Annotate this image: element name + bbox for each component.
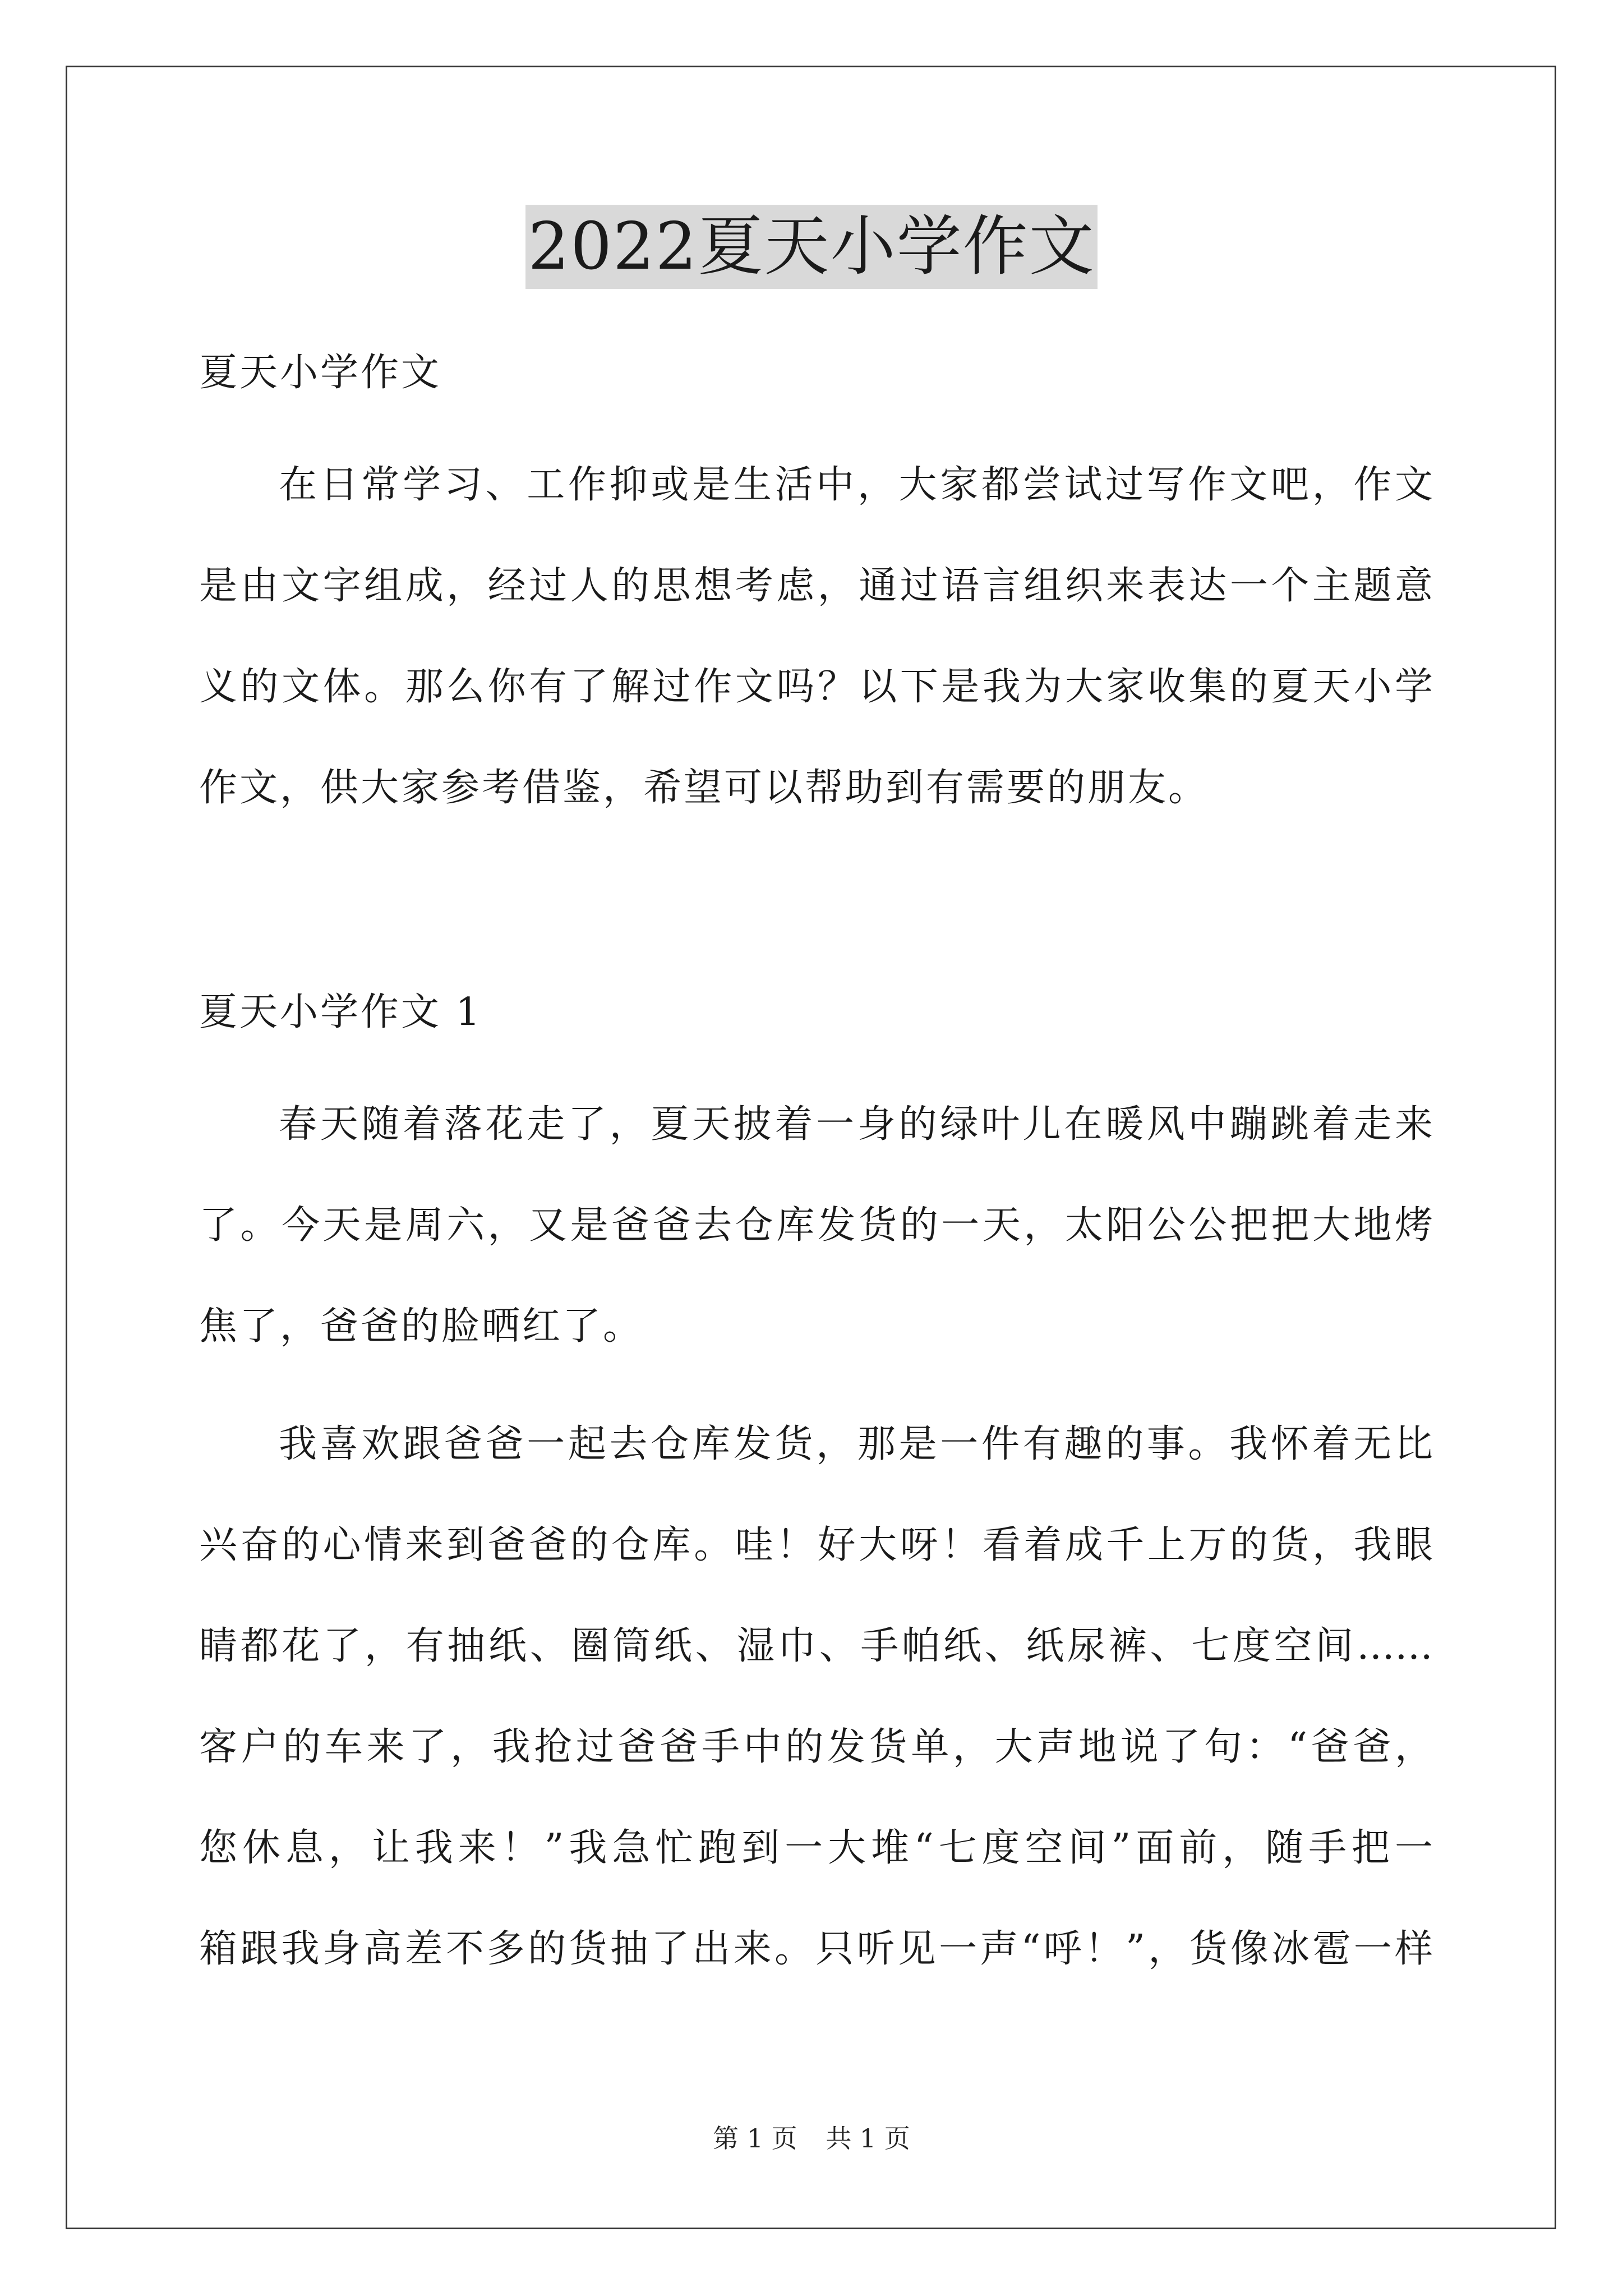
intro-line: 在日常学习、工作抑或是生活中，大家都尝试过写作文吧，作文 xyxy=(279,463,1433,507)
page-total: 共 1 页 xyxy=(826,2123,910,2154)
intro-line: 作文，供大家参考借鉴，希望可以帮助到有需要的朋友。 xyxy=(199,766,1209,810)
essay1-para2-line: 睛都花了，有抽纸、圈筒纸、湿巾、手帕纸、纸尿裤、七度空间…… xyxy=(199,1624,1433,1668)
essay1-para1-line: 焦了，爸爸的脸晒红了。 xyxy=(199,1304,644,1349)
document-title: 2022夏天小学作文 xyxy=(525,205,1097,289)
page-number: 第 1 页 xyxy=(713,2123,797,2154)
page-footer xyxy=(0,2122,1623,2155)
title-container xyxy=(0,205,1623,289)
intro-line: 是由文字组成，经过人的思想考虑，通过语言组织来表达一个主题意 xyxy=(199,564,1433,608)
essay1-para2-line: 箱跟我身高差不多的货抽了出来。只听见一声“呼！”，货像冰雹一样 xyxy=(199,1927,1433,1971)
intro-line: 义的文体。那么你有了解过作文吗？以下是我为大家收集的夏天小学 xyxy=(199,665,1433,709)
essay1-para2-line: 客户的车来了，我抢过爸爸手中的发货单，大声地说了句：“爸爸， xyxy=(199,1725,1433,1769)
essay1-para1-line: 春天随着落花走了，夏天披着一身的绿叶儿在暖风中蹦跳着走来 xyxy=(279,1102,1433,1147)
essay1-para2-line: 我喜欢跟爸爸一起去仓库发货，那是一件有趣的事。我怀着无比 xyxy=(279,1422,1433,1466)
intro-heading: 夏天小学作文 xyxy=(199,351,442,395)
essay1-para2-line: 您休息，让我来！”我急忙跑到一大堆“七度空间”面前，随手把一 xyxy=(199,1826,1433,1870)
essay1-para1-line: 了。今天是周六，又是爸爸去仓库发货的一天，太阳公公把把大地烤 xyxy=(199,1203,1433,1248)
essay1-heading: 夏天小学作文 1 xyxy=(199,990,482,1034)
essay1-para2-line: 兴奋的心情来到爸爸的仓库。哇！好大呀！看着成千上万的货，我眼 xyxy=(199,1523,1433,1567)
